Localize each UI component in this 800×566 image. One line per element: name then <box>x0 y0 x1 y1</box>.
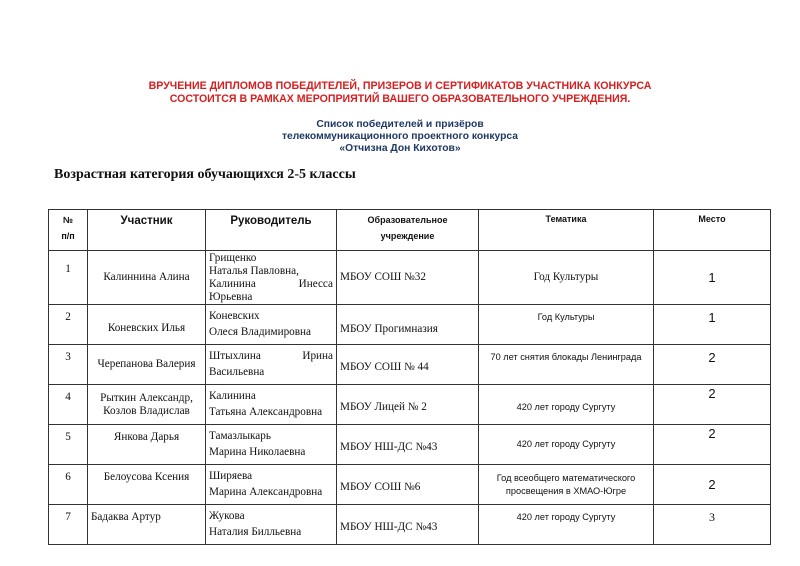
table-row <box>49 251 771 305</box>
subtitle-line-3: «Отчизна Дон Кихотов» <box>339 143 461 154</box>
row-institution: МБОУ НШ-ДС №43 <box>337 505 479 545</box>
supervisor-line: Олеся Владимировна <box>209 326 311 338</box>
header-topic: Тематика <box>479 210 654 251</box>
row-place: 3 <box>654 505 771 545</box>
row-participant: Коневских Илья <box>88 305 206 345</box>
supervisor-line: Наталья Павловна, <box>209 264 299 277</box>
row-topic: Год Культуры <box>479 251 654 305</box>
supervisor-line: Ширяева <box>209 470 253 482</box>
topic-line: Год всеобщего математического <box>496 472 636 483</box>
table-row <box>49 385 771 425</box>
award-notice-line-2: СОСТОИТСЯ В РАМКАХ МЕРОПРИЯТИЙ ВАШЕГО ОБРАЗОВАТЕЛЬНОГО УЧРЕЖДЕНИЯ. <box>169 93 631 105</box>
row-num: 2 <box>49 305 88 345</box>
row-num: 7 <box>49 505 88 545</box>
row-participant: Белоусова Ксения <box>88 465 206 505</box>
table-row <box>49 505 771 545</box>
header-institution-line-1: Образовательное <box>367 215 448 225</box>
supervisor-line: Грищенко <box>209 251 257 264</box>
row-place: 1 <box>654 305 771 345</box>
row-num: 5 <box>49 425 88 465</box>
row-topic: 420 лет городу Сургуту <box>479 505 654 545</box>
participant-line: Козлов Владислав <box>103 404 190 417</box>
award-notice-line-1: ВРУЧЕНИЕ ДИПЛОМОВ ПОБЕДИТЕЛЕЙ, ПРИЗЕРОВ И СЕРТИФИКАТОВ УЧАСТНИКА КОНКУРСА <box>148 80 652 92</box>
header-num-line-1: № <box>62 215 74 225</box>
supervisor-line: Марина Александровна <box>209 486 323 498</box>
subtitle-line-2: телекоммуникационного проектного конкурса <box>282 131 518 142</box>
table-row <box>49 345 771 385</box>
row-num: 4 <box>49 385 88 425</box>
header-institution <box>337 210 479 251</box>
row-institution: МБОУ СОШ №32 <box>337 251 479 305</box>
header-num <box>49 210 88 251</box>
row-institution: МБОУ НШ-ДС №43 <box>337 425 479 465</box>
row-institution: МБОУ Лицей № 2 <box>337 385 479 425</box>
row-institution: МБОУ СОШ №6 <box>337 465 479 505</box>
table-header-row <box>49 210 771 251</box>
age-category-heading: Возрастная категория обучающихся 2-5 классы <box>54 167 356 182</box>
row-institution: МБОУ Прогимназия <box>337 305 479 345</box>
header-supervisor: Руководитель <box>206 210 337 251</box>
header-institution-line-2: учреждение <box>380 231 435 241</box>
row-supervisor <box>206 465 337 505</box>
row-place: 2 <box>654 345 771 385</box>
supervisor-line: Коневских <box>209 310 260 322</box>
supervisor-line: Калинина <box>209 390 256 402</box>
row-place: 2 <box>654 465 771 505</box>
row-participant: Калиннина Алина <box>88 251 206 305</box>
supervisor-line: Татьяна Александровна <box>209 406 323 418</box>
row-place: 2 <box>654 425 771 465</box>
row-institution: МБОУ СОШ № 44 <box>337 345 479 385</box>
row-num: 3 <box>49 345 88 385</box>
table-row <box>49 425 771 465</box>
row-supervisor <box>206 425 337 465</box>
row-participant <box>88 385 206 425</box>
row-supervisor <box>206 345 337 385</box>
row-num: 6 <box>49 465 88 505</box>
supervisor-line: Наталия Билльевна <box>209 526 302 538</box>
supervisor-line: Калинина Инесса <box>209 277 333 290</box>
row-supervisor <box>206 385 337 425</box>
supervisor-line: Марина Николаевна <box>209 446 306 458</box>
row-place: 2 <box>654 385 771 425</box>
supervisor-line: Васильевна <box>209 366 265 378</box>
participant-line: Рыткин Александр, <box>100 391 193 404</box>
row-participant: Янкова Дарья <box>88 425 206 465</box>
supervisor-line: Тамазлыкарь <box>209 430 271 442</box>
header-place: Место <box>654 210 771 251</box>
row-supervisor <box>206 305 337 345</box>
supervisor-line: Юрьевна <box>209 290 253 303</box>
document-subtitle <box>0 119 800 155</box>
row-topic: 420 лет городу Сургуту <box>479 425 654 465</box>
supervisor-line: Жукова <box>209 510 245 522</box>
row-topic <box>479 465 654 505</box>
row-supervisor <box>206 505 337 545</box>
row-num: 1 <box>49 251 88 305</box>
table-row <box>49 465 771 505</box>
header-participant: Участник <box>88 210 206 251</box>
row-participant: Черепанова Валерия <box>88 345 206 385</box>
winners-table <box>48 209 771 545</box>
header-num-line-2: п/п <box>61 231 75 241</box>
award-notice <box>0 80 800 106</box>
row-supervisor <box>206 251 337 305</box>
row-topic: 70 лет снятия блокады Ленинграда <box>479 345 654 385</box>
row-topic: 420 лет городу Сургуту <box>479 385 654 425</box>
row-place: 1 <box>654 251 771 305</box>
supervisor-line: Штыхлина Ирина <box>209 350 333 362</box>
table-row <box>49 305 771 345</box>
topic-line: просвещения в ХМАО-Югре <box>505 485 627 496</box>
row-topic: Год Культуры <box>479 305 654 345</box>
subtitle-line-1: Список победителей и призёров <box>316 119 484 130</box>
row-participant: Бадаква Артур <box>88 505 206 545</box>
